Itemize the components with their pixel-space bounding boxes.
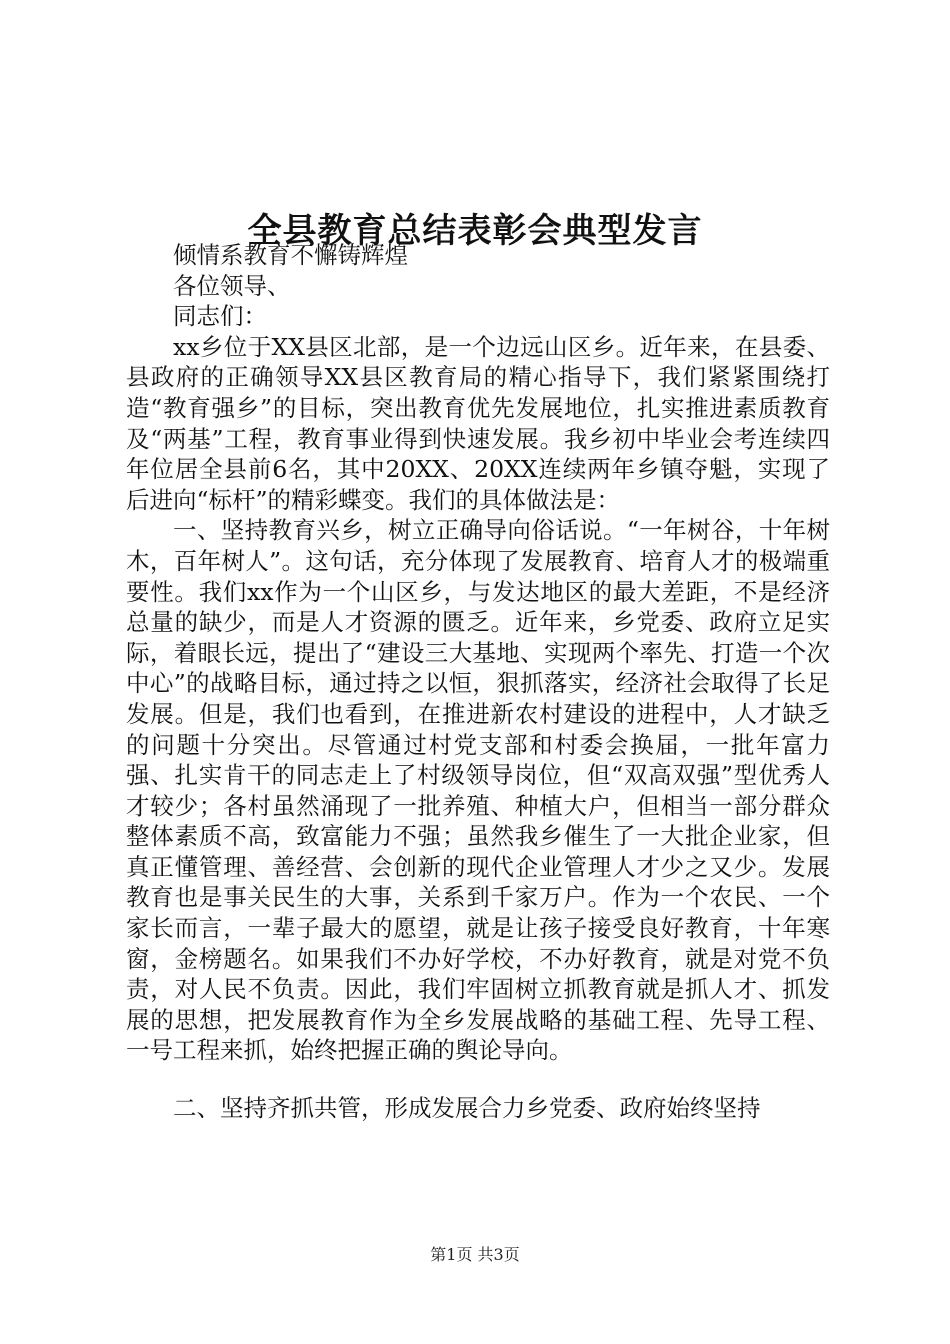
document-body (126, 240, 830, 1124)
intro-paragraph: xx乡位于XX县区北部，是一个边远山区乡。近年来，在县委、县政府的正确领导XX县区教育局的精心指导下，我们紧紧围绕打造“教育强乡”的目标，突出教育优先发展地位，扎实推进素质教育及“两基”工程，教育事业得到快速发展。我乡初中毕业会考连续四年位居全县前6名，其中20XX、20XX连续两年乡镇夺魁，实现了后进向“标杆”的精彩蝶变。我们的具体做法是： (126, 332, 830, 514)
section-one-paragraph: 一、坚持教育兴乡，树立正确导向俗话说。“一年树谷，十年树木，百年树人”。这句话，充分体现了发展教育、培育人才的极端重要性。我们xx作为一个山区乡，与发达地区的最大差距，不是经济总量的缺少，而是人才资源的匮乏。近年来，乡党委、政府立足实际，着眼长远，提出了“建设三大基地、实现两个率先、打造一个次中心”的战略目标，通过持之以恒，狠抓落实，经济社会取得了长足发展。但是，我们也看到，在推进新农村建设的进程中，人才缺乏的问题十分突出。尽管通过村党支部和村委会换届，一批年富力强、扎实肯干的同志走上了村级领导岗位，但“双高双强”型优秀人才较少；各村虽然涌现了一批养殖、种植大户，但相当一部分群众整体素质不高，致富能力不强；虽然我乡催生了一大批企业家，但真正懂管理、善经营、会创新的现代企业管理人才少之又少。发展教育也是事关民生的大事，关系到千家万户。作为一个农民、一个家长而言，一辈子最大的愿望，就是让孩子接受良好教育，十年寒窗，金榜题名。如果我们不办好学校，不办好教育，就是对党不负责，对人民不负责。因此，我们牢固树立抓教育就是抓人才、抓发展的思想，把发展教育作为全乡发展战略的基础工程、先导工程、一号工程来抓，始终把握正确的舆论导向。 (126, 516, 830, 1065)
page-number: 第1页 共3页 (430, 1245, 520, 1264)
salutation-line-2: 同志们： (173, 302, 267, 331)
document-title: 全县教育总结表彰会典型发言 (247, 210, 703, 251)
subtitle-line: 倾情系教育不懈铸辉煌 (173, 241, 408, 269)
section-two-paragraph: 二、坚持齐抓共管，形成发展合力乡党委、政府始终坚持 (173, 1094, 761, 1123)
salutation-line-1: 各位领导、 (173, 271, 291, 300)
